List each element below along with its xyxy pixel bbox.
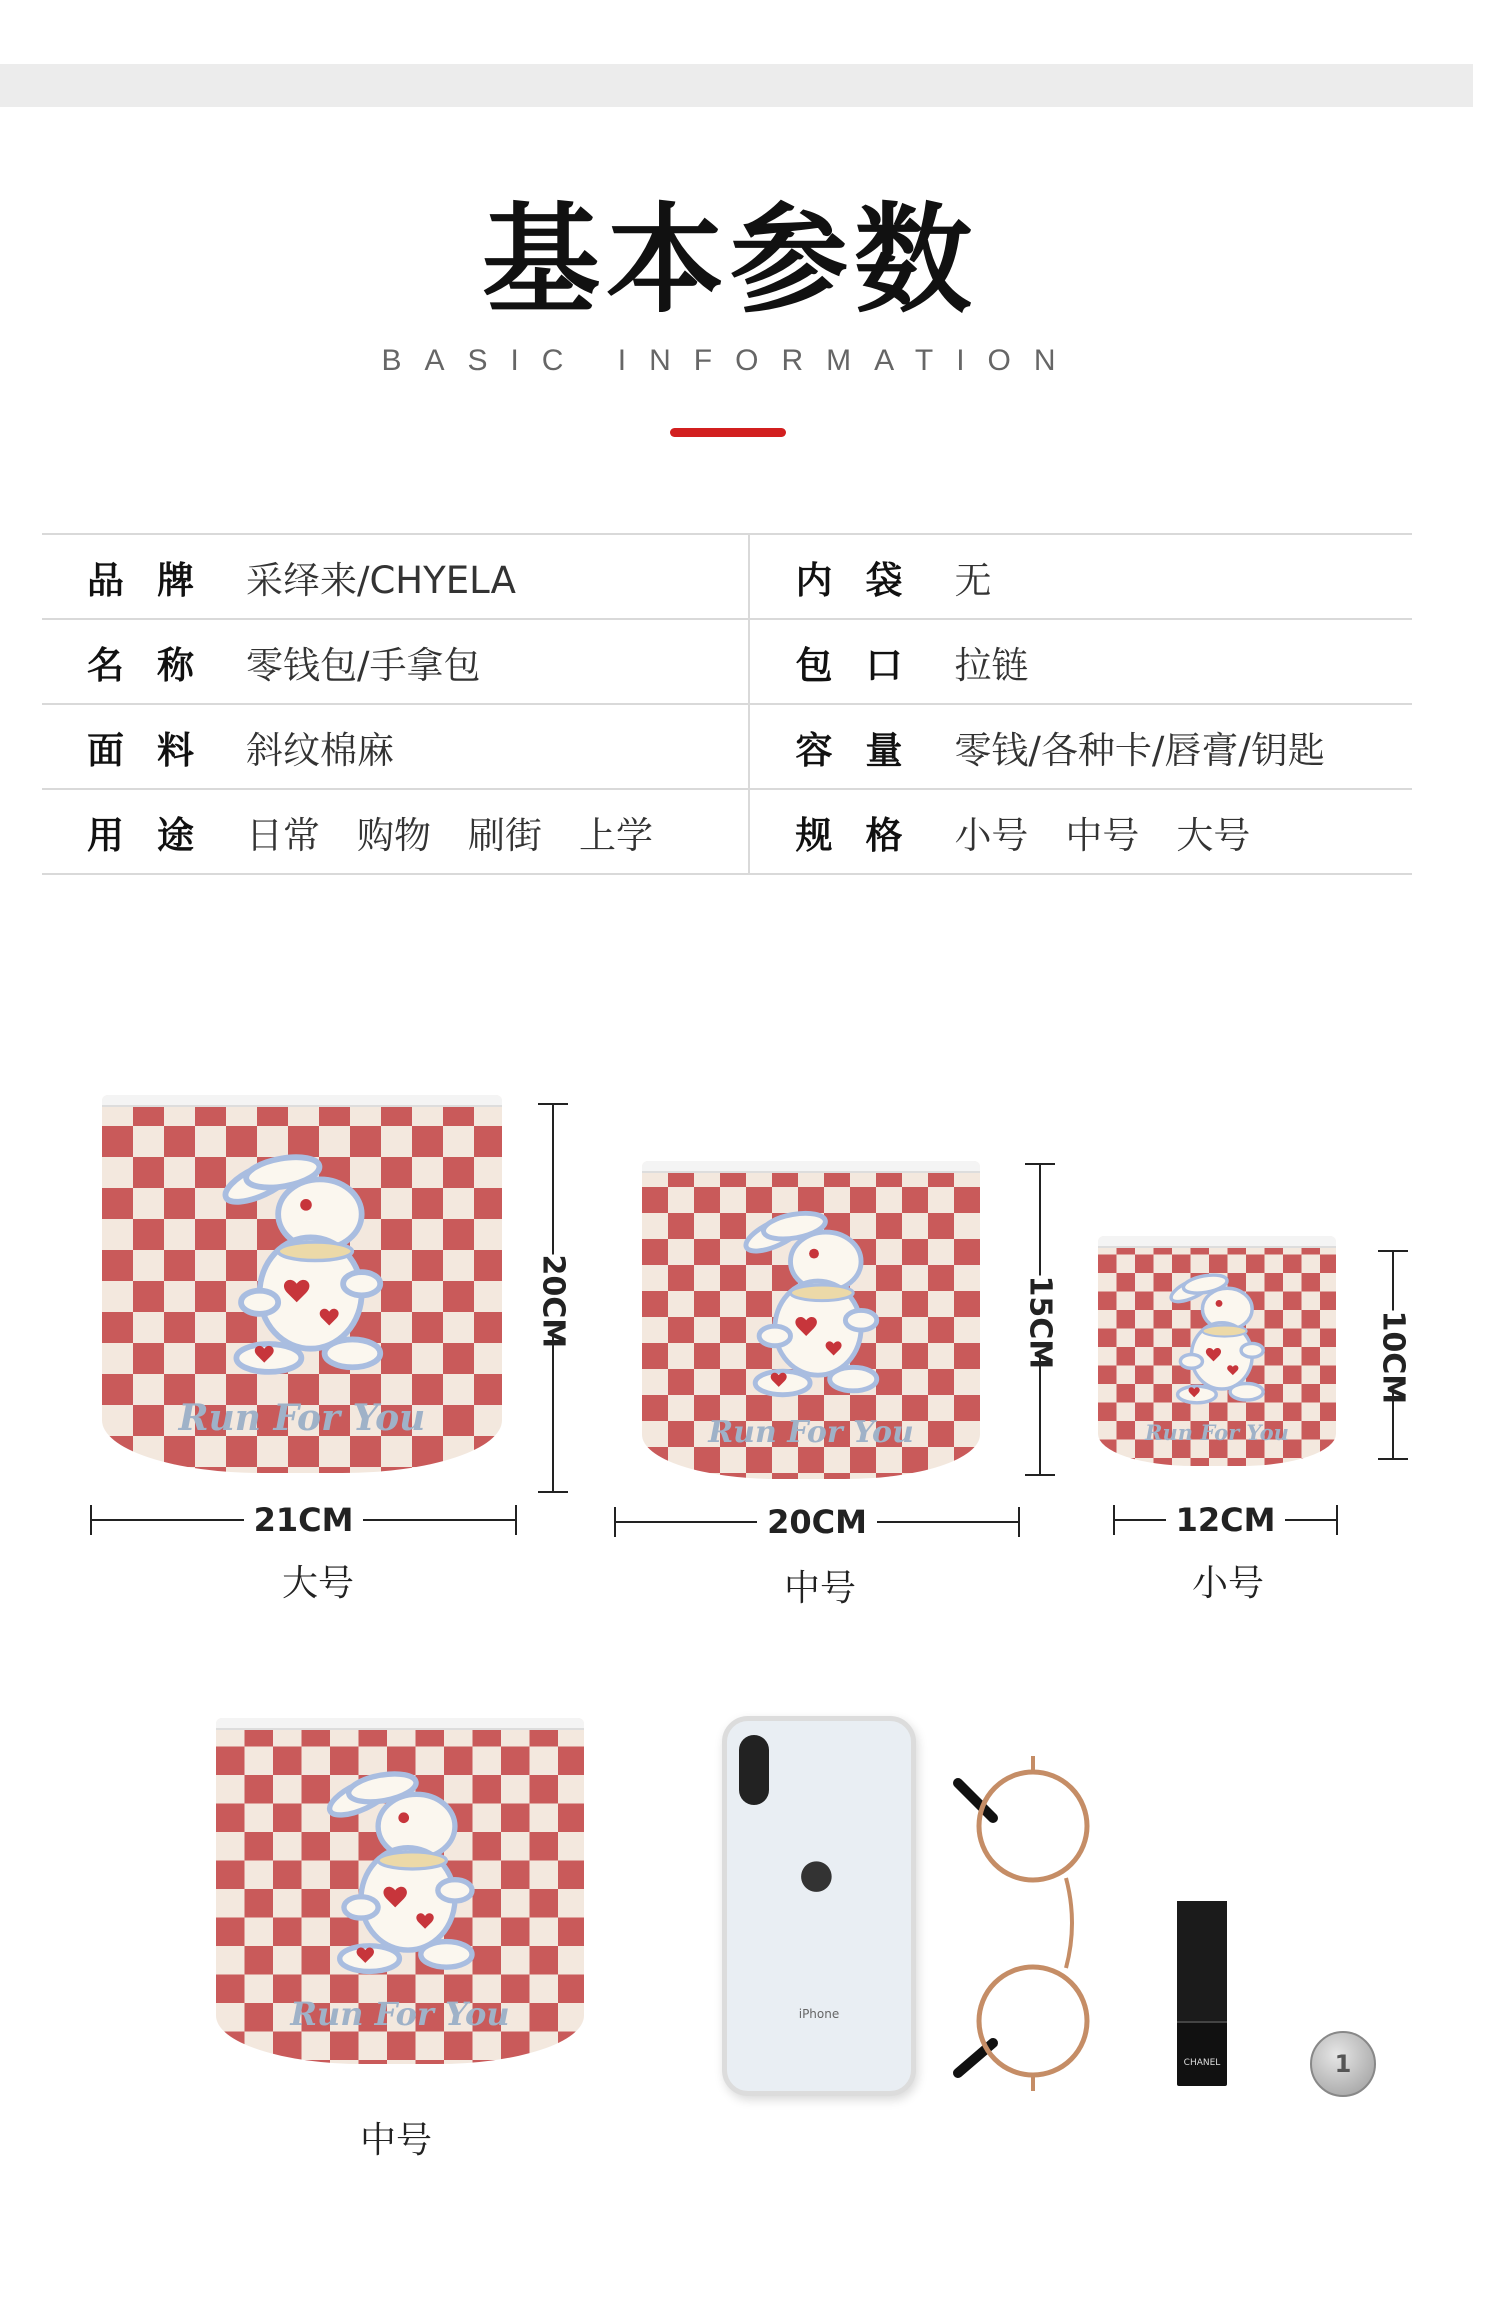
param-usage-value: 日常 购物 刷街 上学	[222, 789, 749, 874]
param-closure-value: 拉链	[930, 619, 1412, 704]
phone-brand-text: iPhone	[798, 2007, 840, 2021]
param-key-char: 格	[865, 813, 903, 857]
zipper	[216, 1718, 584, 1730]
bag-small-image	[1098, 1236, 1336, 1466]
param-key-char: 牌	[157, 558, 194, 602]
width-dimension-medium	[614, 1503, 1020, 1541]
size-label-comparison: 中号	[359, 2120, 432, 2161]
param-key-char: 量	[865, 728, 903, 772]
param-key-char: 称	[157, 643, 194, 687]
top-band	[0, 64, 1473, 107]
bunny-illustration	[190, 1148, 422, 1382]
bunny-illustration	[716, 1206, 912, 1403]
bag-slogan: Run For You	[178, 1396, 426, 1439]
title-accent-bar	[670, 428, 786, 437]
param-key-char: 容	[795, 728, 833, 772]
param-key-char: 品	[87, 558, 124, 602]
param-key-char: 内	[795, 558, 833, 602]
width-dimension-small	[1113, 1501, 1338, 1539]
bag-slogan: Run For You	[290, 1994, 510, 2033]
bag-slogan: Run For You	[708, 1415, 914, 1451]
param-key-char: 包	[795, 643, 833, 687]
table-row	[42, 619, 1412, 704]
param-key-char: 途	[157, 813, 194, 857]
apple-logo-icon: ●	[799, 1851, 834, 1897]
param-spec-value: 小号 中号 大号	[930, 789, 1412, 874]
height-dimension-medium	[1022, 1163, 1058, 1476]
height-dimension-large	[535, 1103, 571, 1493]
lipstick-brand-text: CHANEL	[1183, 2058, 1221, 2068]
param-key-char: 料	[157, 728, 194, 772]
phone-reference-image	[722, 1716, 916, 2096]
table-row	[42, 704, 1412, 789]
zipper	[102, 1095, 502, 1107]
table-row	[42, 789, 1412, 874]
width-dimension-large	[90, 1501, 517, 1539]
param-key-char: 名	[87, 643, 124, 687]
param-key-char: 面	[87, 728, 124, 772]
param-key-char: 口	[865, 643, 903, 687]
bag-slogan: Run For You	[1145, 1420, 1289, 1446]
param-capacity-value: 零钱/各种卡/唇膏/钥匙	[930, 704, 1412, 789]
bunny-illustration	[1150, 1268, 1288, 1411]
param-brand-value: 采绎来/CHYELA	[222, 534, 749, 619]
bag-large-image	[102, 1095, 502, 1473]
param-key-char: 规	[795, 813, 833, 857]
glasses-icon	[948, 1748, 1108, 2098]
page-subtitle: BASIC INFORMATION	[381, 344, 1079, 377]
zipper	[1098, 1236, 1336, 1248]
param-material-value: 斜纹棉麻	[222, 704, 749, 789]
width-label-medium: 20CM	[757, 1503, 877, 1541]
size-label-small: 小号	[1191, 1563, 1264, 1604]
height-label-large: 20CM	[535, 1254, 571, 1349]
coin-reference-image: 1	[1310, 2031, 1376, 2097]
zipper	[642, 1161, 980, 1173]
bunny-illustration	[297, 1766, 510, 1981]
width-label-large: 21CM	[244, 1501, 364, 1539]
height-dimension-small	[1375, 1250, 1411, 1460]
width-label-small: 12CM	[1166, 1501, 1286, 1539]
param-key-char: 袋	[865, 558, 903, 602]
param-key-char: 用	[87, 813, 124, 857]
bag-medium-image	[642, 1161, 980, 1479]
height-label-medium: 15CM	[1022, 1275, 1058, 1370]
params-table	[42, 533, 1412, 875]
table-row	[42, 534, 1412, 619]
size-label-medium: 中号	[783, 1568, 856, 1609]
camera-icon	[739, 1735, 769, 1805]
size-label-large: 大号	[281, 1563, 354, 1604]
height-label-small: 10CM	[1375, 1310, 1411, 1405]
bag-comparison-image	[216, 1718, 584, 2064]
lipstick-reference-image	[1177, 1901, 1227, 2086]
param-inner-pocket-value: 无	[930, 534, 1412, 619]
page-title: 基本参数	[481, 191, 978, 329]
param-name-value: 零钱包/手拿包	[222, 619, 749, 704]
